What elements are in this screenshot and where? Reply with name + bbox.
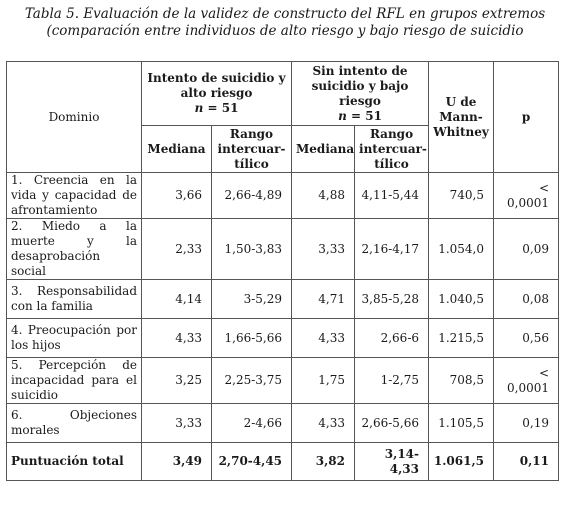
- header-rango-2: Rango intercuar-tílico: [355, 126, 429, 173]
- group1-n: [146, 101, 287, 116]
- row-u-value: 708,5: [429, 358, 494, 404]
- row-range-1: 1,66-5,66: [212, 319, 292, 358]
- total-median-1: 3,49: [142, 443, 212, 481]
- table-row: [7, 358, 559, 404]
- table-row: [7, 319, 559, 358]
- row-p-value: 0,08: [494, 280, 559, 319]
- row-median-1: 4,33: [142, 319, 212, 358]
- row-u-value: 1.040,5: [429, 280, 494, 319]
- group1-title: Intento de suicidio y alto riesgo: [147, 71, 286, 100]
- group1-n-value: = 51: [207, 101, 239, 115]
- row-median-1: 2,33: [142, 219, 212, 280]
- table-row: [7, 173, 559, 219]
- caption-line-1: Tabla 5. Evaluación de la validez de constructo del RFL en grupos extremos: [24, 6, 546, 22]
- row-domain: 4. Preocupación por los hijos: [7, 319, 142, 358]
- row-p-value: 0,56: [494, 319, 559, 358]
- table-row: [7, 404, 559, 443]
- header-row-1: [7, 62, 559, 126]
- group2-title: Sin intento de suicidio y bajo riesgo: [311, 63, 409, 108]
- group2-n-value: = 51: [351, 108, 382, 123]
- row-u-value: 1.054,0: [429, 219, 494, 280]
- header-u-mann-whitney: U de Mann-Whitney: [429, 62, 494, 173]
- row-u-value: 1.215,5: [429, 319, 494, 358]
- row-domain: 5. Percepción de incapacidad para el suicidio: [7, 358, 142, 404]
- row-range-2: 2,66-5,66: [355, 404, 429, 443]
- total-u-value: 1.061,5: [429, 443, 494, 481]
- table-caption: [0, 6, 570, 40]
- row-range-2: 3,85-5,28: [355, 280, 429, 319]
- total-range-2: 3,14-4,33: [355, 443, 429, 481]
- row-median-1: 3,66: [142, 173, 212, 219]
- total-median-2: 3,82: [292, 443, 355, 481]
- table-row: [7, 280, 559, 319]
- row-range-1: 2,66-4,89: [212, 173, 292, 219]
- row-range-1: 3-5,29: [212, 280, 292, 319]
- row-p-value: 0,09: [494, 219, 559, 280]
- row-domain: 6. Objeciones morales: [7, 404, 142, 443]
- row-p-value: 0,19: [494, 404, 559, 443]
- total-range-1: 2,70-4,45: [212, 443, 292, 481]
- results-table: [6, 61, 559, 481]
- row-u-value: 1.105,5: [429, 404, 494, 443]
- row-range-1: 2-4,66: [212, 404, 292, 443]
- row-range-1: 2,25-3,75: [212, 358, 292, 404]
- row-median-2: 4,88: [292, 173, 355, 219]
- header-group-low-risk: [292, 62, 429, 126]
- row-median-2: 4,71: [292, 280, 355, 319]
- row-domain: 2. Miedo a la muerte y la desaprobación social: [7, 219, 142, 280]
- table-row: [7, 219, 559, 280]
- row-u-value: 740,5: [429, 173, 494, 219]
- row-range-2: 4,11-5,44: [355, 173, 429, 219]
- total-row: [7, 443, 559, 481]
- row-median-1: 4,14: [142, 280, 212, 319]
- row-domain: 1. Creencia en la vida y capacidad de afrontamiento: [7, 173, 142, 219]
- header-rango-1: Rango intercuar-tílico: [212, 126, 292, 173]
- header-p: p: [494, 62, 559, 173]
- header-mediana-1: Mediana: [142, 126, 212, 173]
- row-domain: 3. Responsabilidad con la familia: [7, 280, 142, 319]
- total-label: Puntuación total: [7, 443, 142, 481]
- row-p-value: < 0,0001: [494, 358, 559, 404]
- row-median-2: 4,33: [292, 404, 355, 443]
- row-range-2: 1-2,75: [355, 358, 429, 404]
- row-median-2: 4,33: [292, 319, 355, 358]
- row-p-value: < 0,0001: [494, 173, 559, 219]
- header-mediana-2: Mediana: [292, 126, 355, 173]
- group2-n: [296, 109, 424, 124]
- row-median-2: 1,75: [292, 358, 355, 404]
- row-range-1: 1,50-3,83: [212, 219, 292, 280]
- row-median-1: 3,25: [142, 358, 212, 404]
- group2-n-label: n: [338, 108, 347, 123]
- row-median-2: 3,33: [292, 219, 355, 280]
- row-range-2: 2,66-6: [355, 319, 429, 358]
- header-group-high-risk: [142, 62, 292, 126]
- row-median-1: 3,33: [142, 404, 212, 443]
- caption-line-2: (comparación entre individuos de alto riesgo y bajo riesgo de suicidio: [46, 23, 524, 39]
- total-p-value: 0,11: [494, 443, 559, 481]
- row-range-2: 2,16-4,17: [355, 219, 429, 280]
- header-dominio: Dominio: [7, 62, 142, 173]
- group1-n-label: n: [194, 101, 204, 115]
